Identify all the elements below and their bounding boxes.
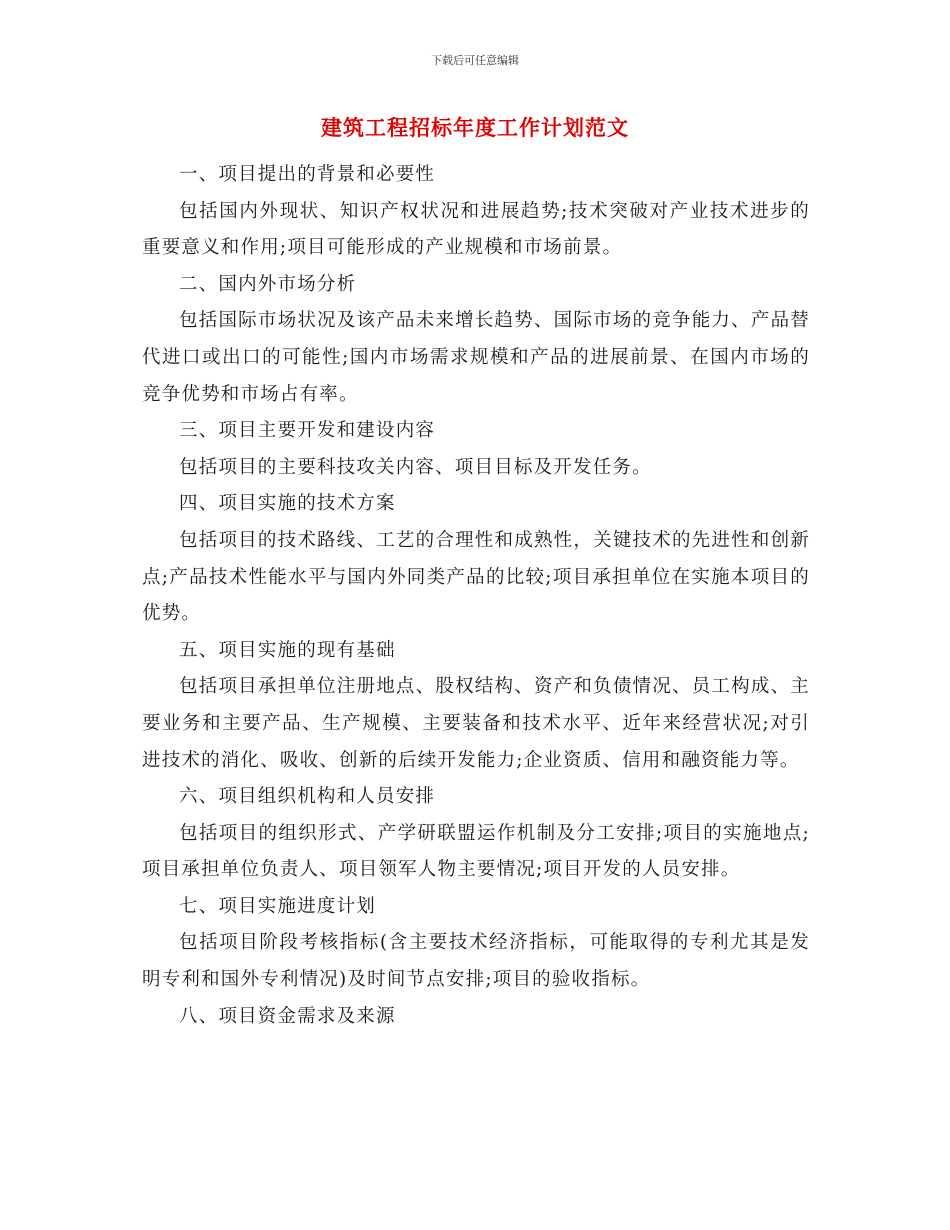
section-body-2: 包括国际市场状况及该产品未来增长趋势、国际市场的竞争能力、产品替代进口或出口的可能性;国内市场需求规模和产品的进展前景、在国内市场的竞争优势和市场占有率。 xyxy=(142,310,810,405)
section-heading-5: 五、项目实施的现有基础 xyxy=(179,639,396,661)
section-heading-4: 四、项目实施的技术方案 xyxy=(179,493,396,515)
document-title: 建筑工程招标年度工作计划范文 xyxy=(321,116,629,140)
section-heading-7: 七、项目实施进度计划 xyxy=(179,895,377,917)
section-heading-2: 二、国内外市场分析 xyxy=(179,273,357,295)
section-body-5: 包括项目承担单位注册地点、股权结构、资产和负债情况、员工构成、主要业务和主要产品、生产规模、主要装备和技术水平、近年来经营状况;对引进技术的消化、吸收、创新的后续开发能力;企业资质、信用和融资能力等。 xyxy=(142,676,810,771)
section-body-1: 包括国内外现状、知识产权状况和进展趋势;技术突破对产业技术进步的重要意义和作用;项目可能形成的产业规模和市场前景。 xyxy=(142,200,810,259)
section-body-6: 包括项目的组织形式、产学研联盟运作机制及分工安排;项目的实施地点;项目承担单位负责人、项目领军人物主要情况;项目开发的人员安排。 xyxy=(142,822,810,881)
section-body-4: 包括项目的技术路线、工艺的合理性和成熟性，关键技术的先进性和创新点;产品技术性能水平与国内外同类产品的比较;项目承担单位在实施本项目的优势。 xyxy=(142,529,810,625)
section-body-7: 包括项目阶段考核指标(含主要技术经济指标，可能取得的专利尤其是发明专利和国外专利情况)及时间节点安排;项目的验收指标。 xyxy=(142,932,810,991)
section-heading-3: 三、项目主要开发和建设内容 xyxy=(179,420,436,442)
document-body xyxy=(142,157,810,1035)
section-body-3: 包括项目的主要科技攻关内容、项目目标及开发任务。 xyxy=(179,456,652,478)
section-heading-6: 六、项目组织机构和人员安排 xyxy=(179,786,436,808)
section-heading-1: 一、项目提出的背景和必要性 xyxy=(179,164,436,185)
section-heading-8: 八、项目资金需求及来源 xyxy=(179,1005,396,1027)
header-note: 下载后可任意编辑 xyxy=(431,54,519,67)
